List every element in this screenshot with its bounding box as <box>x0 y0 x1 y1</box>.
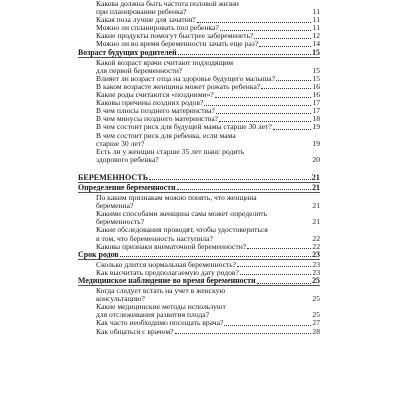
toc-entry <box>78 16 320 24</box>
toc-section-heading <box>78 49 320 57</box>
toc-entry-title: Какова должна быть частота половой жизни <box>96 0 239 8</box>
toc-leader-dots <box>178 54 311 55</box>
toc-entry-title: В каком возрасте женщина может рожать ребенка? <box>96 82 261 91</box>
toc-page-number: 15 <box>312 65 320 75</box>
toc-entry-title: БЕРЕМЕННОСТЬ <box>78 173 149 182</box>
toc-entry-title: По каким признакам можно понять, что женщина <box>96 194 257 203</box>
toc-entry <box>78 269 320 277</box>
toc-leader-dots <box>149 179 311 180</box>
toc-entry-title: при планировании ребенка? <box>96 8 187 17</box>
toc-entry-title: Как часто необходимо посещать врача? <box>96 319 224 328</box>
toc-leader-dots <box>204 105 311 106</box>
toc-page-number: 27 <box>312 318 320 328</box>
toc-entry <box>78 132 320 140</box>
toc-entry <box>78 319 320 327</box>
toc-entry <box>78 287 320 295</box>
toc-entry-title: старше 30 лет? <box>96 139 145 148</box>
toc-page-number: 15 <box>312 47 320 57</box>
toc-entry-title: Какая поза лучше для зачатия? <box>96 16 196 25</box>
toc-entry <box>78 24 320 32</box>
toc-page-number: 21 <box>312 182 320 192</box>
toc-page-number: 11 <box>312 7 320 17</box>
toc-page-number: 14 <box>312 39 320 49</box>
toc-page-number: 19 <box>312 122 320 132</box>
toc-section-heading <box>78 251 320 259</box>
toc-entry <box>78 311 320 319</box>
toc-page-number: 28 <box>312 326 320 336</box>
toc-entry <box>78 99 320 107</box>
toc-entry-title: Каковы причины поздних родов? <box>96 99 204 108</box>
toc-entry <box>78 107 320 115</box>
section-rule <box>78 182 320 183</box>
toc-section-heading <box>78 277 320 285</box>
toc-entry-title: Определение беременности <box>78 183 176 192</box>
toc-page-number: 11 <box>312 23 320 33</box>
toc-entry-title: Срок родов <box>78 250 119 259</box>
toc-entry <box>78 328 320 336</box>
toc-entry <box>78 295 320 303</box>
toc-entry <box>78 202 320 210</box>
toc-page-number: 25 <box>312 294 320 304</box>
toc-leader-dots <box>224 325 311 326</box>
toc-page-number: 23 <box>312 259 320 269</box>
toc-entry-title: Какие продукты помогут быстрее забеременеть? <box>96 32 254 41</box>
toc-page-number: 22 <box>312 233 320 243</box>
toc-entry-title: Какими способами женщина сама может определить <box>96 210 268 219</box>
toc-page-number: 22 <box>312 241 320 251</box>
toc-leader-dots <box>175 333 311 334</box>
toc-entry <box>78 194 320 202</box>
toc-page-number: 25 <box>312 276 320 285</box>
toc-page-number: 17 <box>312 98 320 108</box>
toc-entry-title: Можно ли спланировать пол ребенка? <box>96 24 219 33</box>
toc-page-number: 23 <box>312 249 320 259</box>
toc-entry-title: для отслеживания развития плода? <box>96 311 209 320</box>
toc-entry <box>78 91 320 99</box>
toc-entry-title: Какие роды считаются «поздними»? <box>96 91 214 100</box>
toc-entry <box>78 218 320 226</box>
toc-page-number: 25 <box>312 310 320 320</box>
toc-entry <box>78 156 320 164</box>
toc-entry-title: здорового ребенка? <box>96 155 159 164</box>
toc-entry-title: Влияет ли возраст отца на здоровье будущего малыша? <box>96 74 276 83</box>
toc-entry-title: Есть ли у женщин старше 35 лет шанс родить <box>96 147 245 156</box>
toc-entry <box>78 123 320 131</box>
table-of-contents <box>78 0 320 336</box>
toc-entry-title: Когда следует встать на учет в женскую <box>96 287 226 296</box>
section-rule <box>78 285 320 286</box>
toc-leader-dots <box>247 248 311 249</box>
toc-leader-dots <box>261 88 311 89</box>
toc-entry <box>78 40 320 48</box>
toc-entry-title: Какие медицинские методы используют <box>96 303 226 312</box>
toc-entry-title: беременность? <box>96 218 145 227</box>
toc-page-number: 18 <box>312 114 320 124</box>
toc-entry <box>78 261 320 269</box>
toc-entry-title: В чем состоит риск для ребенка, если мама <box>96 131 236 140</box>
toc-leader-dots <box>177 189 311 190</box>
toc-entry <box>78 235 320 243</box>
toc-entry-title: В чем плюсы позднего материнства? <box>96 107 215 116</box>
toc-entry-title: для первой беременности? <box>96 66 183 75</box>
toc-entry <box>78 210 320 218</box>
toc-entry-title: Возраст будущих родителей <box>78 48 177 57</box>
toc-entry-title: Как общаться с врачом? <box>96 327 174 336</box>
toc-entry-title: Как высчитать предполагаемую дату родов? <box>96 268 239 277</box>
section-rule <box>78 259 320 260</box>
toc-page-number: 21 <box>312 217 320 227</box>
toc-section-heading <box>78 184 320 192</box>
toc-page-number: 15 <box>312 73 320 83</box>
toc-entry <box>78 67 320 75</box>
toc-entry <box>78 115 320 123</box>
toc-leader-dots <box>237 266 311 267</box>
toc-entry <box>78 0 320 8</box>
toc-page-number: 23 <box>312 267 320 277</box>
toc-page-number: 11 <box>312 15 320 25</box>
toc-entry <box>78 243 320 251</box>
toc-page-number: 21 <box>312 201 320 211</box>
toc-page-number: 20 <box>312 154 320 164</box>
toc-leader-dots <box>273 129 311 130</box>
toc-leader-dots <box>259 46 311 47</box>
toc-entry-title: Медицинское наблюдение во время беременности <box>78 277 256 285</box>
section-rule <box>78 192 320 193</box>
toc-page-number: 17 <box>312 106 320 116</box>
toc-leader-dots <box>220 30 311 31</box>
toc-leader-dots <box>276 80 311 81</box>
toc-entry-title: Каковы признаки внематочной беременности? <box>96 242 247 251</box>
toc-entry-title: Сколько длится нормальная беременность? <box>96 260 237 269</box>
toc-page-number: 19 <box>312 138 320 148</box>
toc-leader-dots <box>215 97 311 98</box>
section-rule <box>78 57 320 58</box>
toc-leader-dots <box>216 113 311 114</box>
toc-leader-dots <box>120 256 311 257</box>
toc-entry <box>78 148 320 156</box>
toc-entry-title: Какой возраст врачи считают подходящим <box>96 58 234 67</box>
toc-entry-title: консультацию? <box>96 295 145 304</box>
toc-entry-title: В чем состоит риск для будущей мамы старше 30 лет? <box>96 123 272 132</box>
toc-leader-dots <box>240 274 311 275</box>
toc-entry <box>78 226 320 234</box>
toc-entry <box>78 8 320 16</box>
toc-page-number: 16 <box>312 81 320 91</box>
toc-entry-title: беременна? <box>96 202 134 211</box>
toc-entry <box>78 59 320 67</box>
toc-leader-dots <box>219 121 311 122</box>
toc-leader-dots <box>254 38 311 39</box>
toc-entry <box>78 83 320 91</box>
toc-entry <box>78 140 320 148</box>
toc-entry-title: В чем минусы позднего материнства? <box>96 115 219 124</box>
toc-page-number: 16 <box>312 90 320 100</box>
toc-page-number: 12 <box>312 31 320 41</box>
toc-entry <box>78 32 320 40</box>
toc-leader-dots <box>197 22 311 23</box>
toc-entry <box>78 303 320 311</box>
toc-chapter-heading <box>78 174 320 182</box>
toc-entry-title: Можно ли во время беременности зачать еще раз? <box>96 40 259 49</box>
toc-entry-title: в том, что беременность наступила? <box>96 234 213 243</box>
toc-entry-title: Какие обследования проводят, чтобы удостовериться <box>96 226 268 235</box>
toc-entry <box>78 75 320 83</box>
toc-page-number: 21 <box>311 172 320 182</box>
toc-leader-dots <box>257 283 311 284</box>
